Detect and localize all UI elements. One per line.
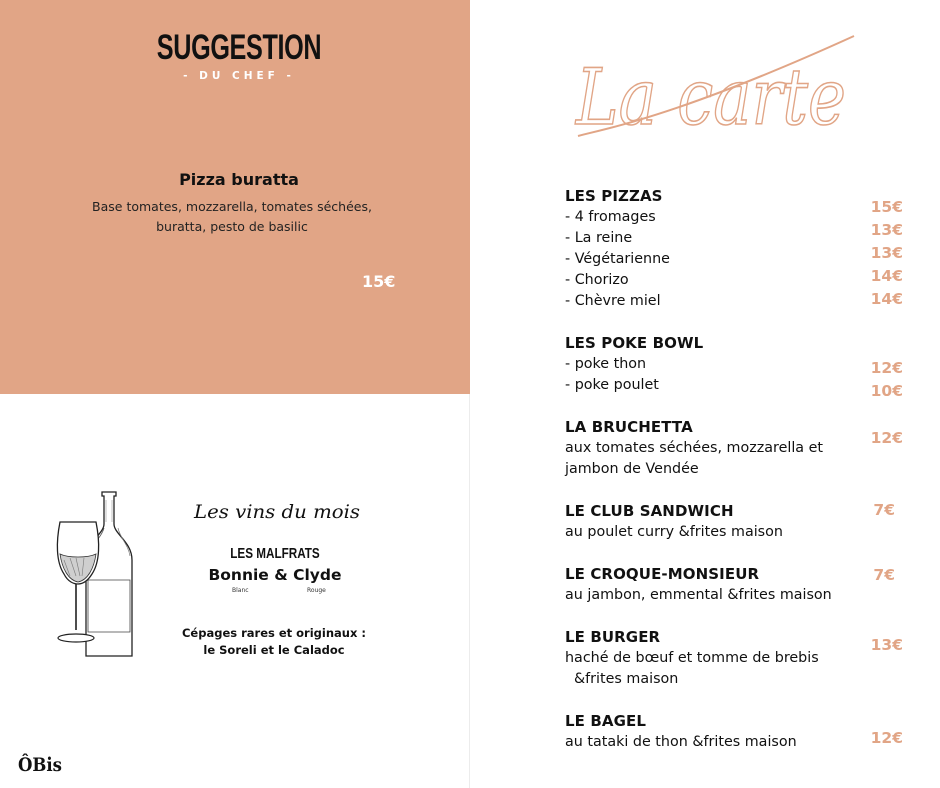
menu-item: jambon de Vendée xyxy=(565,461,699,477)
menu-price: 15€ xyxy=(870,198,903,216)
section-title: LE CLUB SANDWICH xyxy=(565,502,734,520)
menu-item: &frites maison xyxy=(574,671,679,687)
section-title: LE BAGEL xyxy=(565,712,646,730)
svg-text:Les vins du mois: Les vins du mois xyxy=(192,501,361,523)
suggestion-price: 15€ xyxy=(362,272,396,291)
menu-price: 12€ xyxy=(870,429,903,447)
menu-item: au tataki de thon &frites maison xyxy=(565,734,797,750)
menu-price: 13€ xyxy=(870,244,903,262)
obis-logo xyxy=(17,746,69,776)
price-column xyxy=(871,727,903,750)
menu-price: 12€ xyxy=(870,729,903,747)
menu-price: 12€ xyxy=(870,359,903,377)
section-title: LE CROQUE-MONSIEUR xyxy=(565,565,760,583)
menu-item: - poke poulet xyxy=(565,377,659,393)
cepages-line-1: Cépages rares et originaux : xyxy=(181,626,366,640)
price-column xyxy=(871,427,903,450)
la-carte-script-title xyxy=(570,6,860,161)
section-title: LE BURGER xyxy=(565,628,661,646)
menu-price: 14€ xyxy=(870,290,903,308)
suggestion-desc-line-2: buratta, pesto de basilic xyxy=(156,219,308,234)
menu-item: haché de bœuf et tomme de brebis xyxy=(565,650,819,666)
menu-section xyxy=(565,501,905,543)
menu-section xyxy=(565,564,905,606)
svg-text:ÔBis: ÔBis xyxy=(18,754,69,776)
menu-section xyxy=(565,711,905,753)
menu-price: 7€ xyxy=(873,501,895,519)
section-title: LA BRUCHETTA xyxy=(565,418,693,436)
cepages-line-2: le Soreli et le Caladoc xyxy=(203,643,345,657)
price-column xyxy=(873,564,895,587)
menu-price: 10€ xyxy=(870,382,903,400)
suggestion-title: SUGGESTION xyxy=(156,28,322,67)
price-column xyxy=(871,196,903,311)
menu-section xyxy=(565,417,905,480)
menu-item: - Végétarienne xyxy=(565,251,670,267)
menu-item: aux tomates séchées, mozzarella et xyxy=(565,440,824,456)
suggestion-dish-description xyxy=(70,197,394,237)
price-column xyxy=(871,634,903,657)
svg-text:La carte: La carte xyxy=(574,53,846,143)
wine-label-blanc: Blanc xyxy=(232,587,249,594)
menu-item: - Chorizo xyxy=(565,272,629,288)
menu-item: - 4 fromages xyxy=(565,209,656,225)
wine-cepages xyxy=(170,625,378,659)
menu-price: 13€ xyxy=(870,221,903,239)
wine-glass-bottle-icon xyxy=(52,488,142,660)
menu-item: au poulet curry &frites maison xyxy=(565,524,783,540)
menu-section xyxy=(565,333,905,400)
suggestion-dish-name: Pizza buratta xyxy=(179,170,299,189)
price-column xyxy=(871,357,903,403)
wine-name: Bonnie & Clyde xyxy=(208,566,342,584)
suggestion-subtitle: - DU CHEF - xyxy=(183,70,295,82)
wine-producer: LES MALFRATS xyxy=(230,545,320,562)
menu-item: - La reine xyxy=(565,230,633,246)
price-column xyxy=(873,499,895,522)
menu-price: 7€ xyxy=(873,566,895,584)
menu-item: - poke thon xyxy=(565,356,647,372)
menu-section xyxy=(565,186,905,312)
menu-section xyxy=(565,627,905,690)
menu-item: - Chèvre miel xyxy=(565,293,661,309)
suggestion-desc-line-1: Base tomates, mozzarella, tomates séchées, xyxy=(92,199,372,214)
wine-label-rouge: Rouge xyxy=(307,587,326,594)
section-title: LES PIZZAS xyxy=(565,187,663,205)
section-title: LES POKE BOWL xyxy=(565,334,704,352)
menu-item: au jambon, emmental &frites maison xyxy=(565,587,832,603)
menu-price: 13€ xyxy=(870,636,903,654)
menu-price: 14€ xyxy=(870,267,903,285)
suggestion-panel xyxy=(0,0,470,394)
vins-du-mois-script-title xyxy=(190,488,370,530)
